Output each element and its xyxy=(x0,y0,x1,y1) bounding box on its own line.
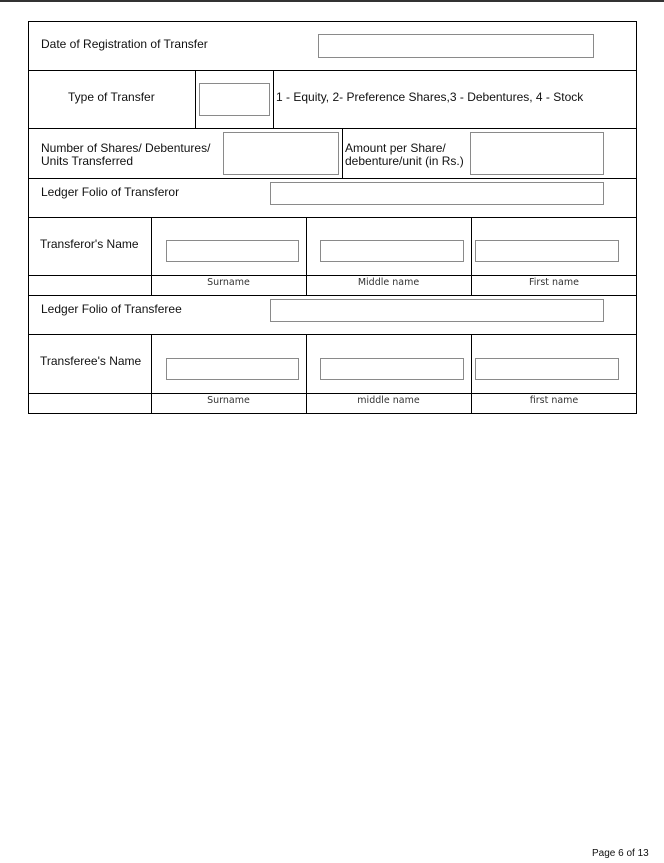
amount-per-share-field[interactable] xyxy=(470,132,604,175)
transferee-first-name-field[interactable] xyxy=(475,358,619,380)
transferee-ledger-label: Ledger Folio of Transferee xyxy=(41,302,182,316)
transferee-name-label: Transferee's Name xyxy=(40,354,142,368)
transferor-first-name-caption: First name xyxy=(529,277,579,288)
row-divider xyxy=(28,334,637,335)
registration-date-field[interactable] xyxy=(318,34,594,58)
transferor-name-label: Transferor's Name xyxy=(40,237,139,251)
row-divider xyxy=(28,217,637,218)
type-of-transfer-legend: 1 - Equity, 2- Preference Shares,3 - Debentures, 4 - Stock xyxy=(276,90,584,104)
page-number: Page 6 of 13 xyxy=(592,848,649,859)
transferor-surname-field[interactable] xyxy=(166,240,299,262)
top-rule xyxy=(0,0,664,2)
type-of-transfer-label: Type of Transfer xyxy=(68,90,155,104)
row-divider xyxy=(28,393,637,394)
registration-date-label: Date of Registration of Transfer xyxy=(41,37,208,51)
transferee-first-name-caption: first name xyxy=(529,395,579,406)
transferee-middle-name-caption: middle name xyxy=(357,395,420,406)
units-transferred-label-line2: Units Transferred xyxy=(41,154,134,168)
transferee-ledger-field[interactable] xyxy=(270,299,604,322)
units-transferred-field[interactable] xyxy=(223,132,339,175)
col-divider xyxy=(342,128,343,178)
amount-per-share-label-line1: Amount per Share/ xyxy=(345,141,446,155)
amount-per-share-label-line2: debenture/unit (in Rs.) xyxy=(345,154,464,168)
row-divider xyxy=(28,178,637,179)
transferor-middle-name-caption: Middle name xyxy=(357,277,420,288)
col-divider xyxy=(273,70,274,128)
row-divider xyxy=(28,128,637,129)
col-divider xyxy=(195,70,196,128)
units-transferred-label-line1: Number of Shares/ Debentures/ xyxy=(41,141,211,155)
row-divider xyxy=(28,70,637,71)
transferee-middle-name-field[interactable] xyxy=(320,358,464,380)
transferor-first-name-field[interactable] xyxy=(475,240,619,262)
row-divider xyxy=(28,295,637,296)
row-divider xyxy=(28,275,637,276)
transferor-surname-caption: Surname xyxy=(207,277,250,288)
transferor-middle-name-field[interactable] xyxy=(320,240,464,262)
transferee-surname-field[interactable] xyxy=(166,358,299,380)
transferee-surname-caption: Surname xyxy=(207,395,250,406)
transferor-ledger-field[interactable] xyxy=(270,182,604,205)
transferor-ledger-label: Ledger Folio of Transferor xyxy=(41,185,180,199)
type-of-transfer-field[interactable] xyxy=(199,83,270,116)
